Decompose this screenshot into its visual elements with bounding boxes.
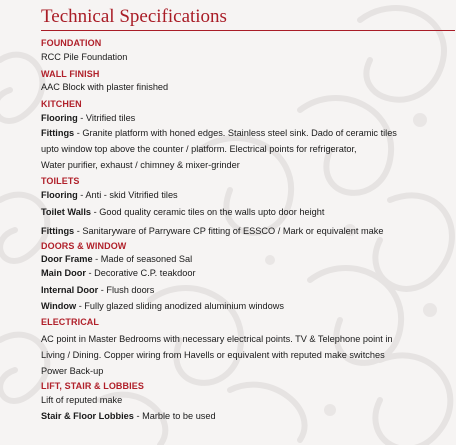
page-title: Technical Specifications (41, 6, 227, 27)
internal-door-text: - Flush doors (98, 285, 155, 295)
kitchen-flooring-line (41, 113, 135, 123)
door-frame-label: Door Frame (41, 254, 93, 264)
toilets-fittings-line (41, 226, 383, 236)
kitchen-heading: KITCHEN (41, 99, 82, 109)
kitchen-fittings-text-1: - Granite platform with honed edges. Stainless steel sink. Dado of ceramic tiles (74, 128, 397, 138)
kitchen-flooring-text: - Vitrified tiles (77, 113, 136, 123)
kitchen-fittings-line (41, 128, 397, 138)
door-frame-line (41, 254, 192, 264)
toilets-flooring-text: - Anti - skid Vitrified tiles (77, 190, 178, 200)
toilets-flooring-line (41, 190, 178, 200)
wall-finish-heading: WALL FINISH (41, 69, 100, 79)
window-line (41, 301, 284, 311)
lift-stair-lobbies-heading: LIFT, STAIR & LOBBIES (41, 381, 144, 391)
electrical-heading: ELECTRICAL (41, 317, 99, 327)
stair-floor-lobbies-label: Stair & Floor Lobbies (41, 411, 134, 421)
title-divider (41, 30, 455, 31)
toilets-heading: TOILETS (41, 176, 80, 186)
main-door-label: Main Door (41, 268, 86, 278)
kitchen-fittings-label: Fittings (41, 128, 75, 138)
window-text: - Fully glazed sliding anodized aluminium windows (76, 301, 284, 311)
kitchen-flooring-label: Flooring (41, 113, 78, 123)
internal-door-label: Internal Door (41, 285, 99, 295)
doors-window-heading: DOORS & WINDOW (41, 241, 127, 251)
main-door-text: - Decorative C.P. teakdoor (85, 268, 196, 278)
stair-floor-lobbies-text: - Marble to be used (133, 411, 216, 421)
door-frame-text: - Made of seasoned Sal (92, 254, 193, 264)
toilets-fittings-label: Fittings (41, 226, 75, 236)
stair-floor-lobbies-line (41, 411, 216, 421)
lift-text: Lift of reputed make (41, 395, 123, 405)
toilets-flooring-label: Flooring (41, 190, 78, 200)
wall-finish-text: AAC Block with plaster finished (41, 82, 169, 92)
kitchen-fittings-text-2: upto window top above the counter / platform. Electrical points for refrigerator, (41, 144, 357, 154)
internal-door-line (41, 285, 154, 295)
electrical-text-3: Power Back-up (41, 366, 104, 376)
toilets-fittings-text: - Sanitaryware of Parryware CP fitting of ESSCO / Mark or equivalent make (74, 226, 384, 236)
electrical-text-2: Living / Dining. Copper wiring from Havells or equivalent with reputed make switches (41, 350, 385, 360)
main-door-line (41, 268, 196, 278)
electrical-text-1: AC point in Master Bedrooms with necessary electrical points. TV & Telephone point in (41, 334, 393, 344)
toilet-walls-label: Toilet Walls (41, 207, 92, 217)
toilet-walls-line (41, 207, 324, 217)
foundation-heading: FOUNDATION (41, 38, 102, 48)
toilet-walls-text: - Good quality ceramic tiles on the walls upto door height (91, 207, 325, 217)
window-label: Window (41, 301, 77, 311)
foundation-text: RCC Pile Foundation (41, 52, 128, 62)
kitchen-fittings-text-3: Water purifier, exhaust / chimney & mixer-grinder (41, 160, 240, 170)
